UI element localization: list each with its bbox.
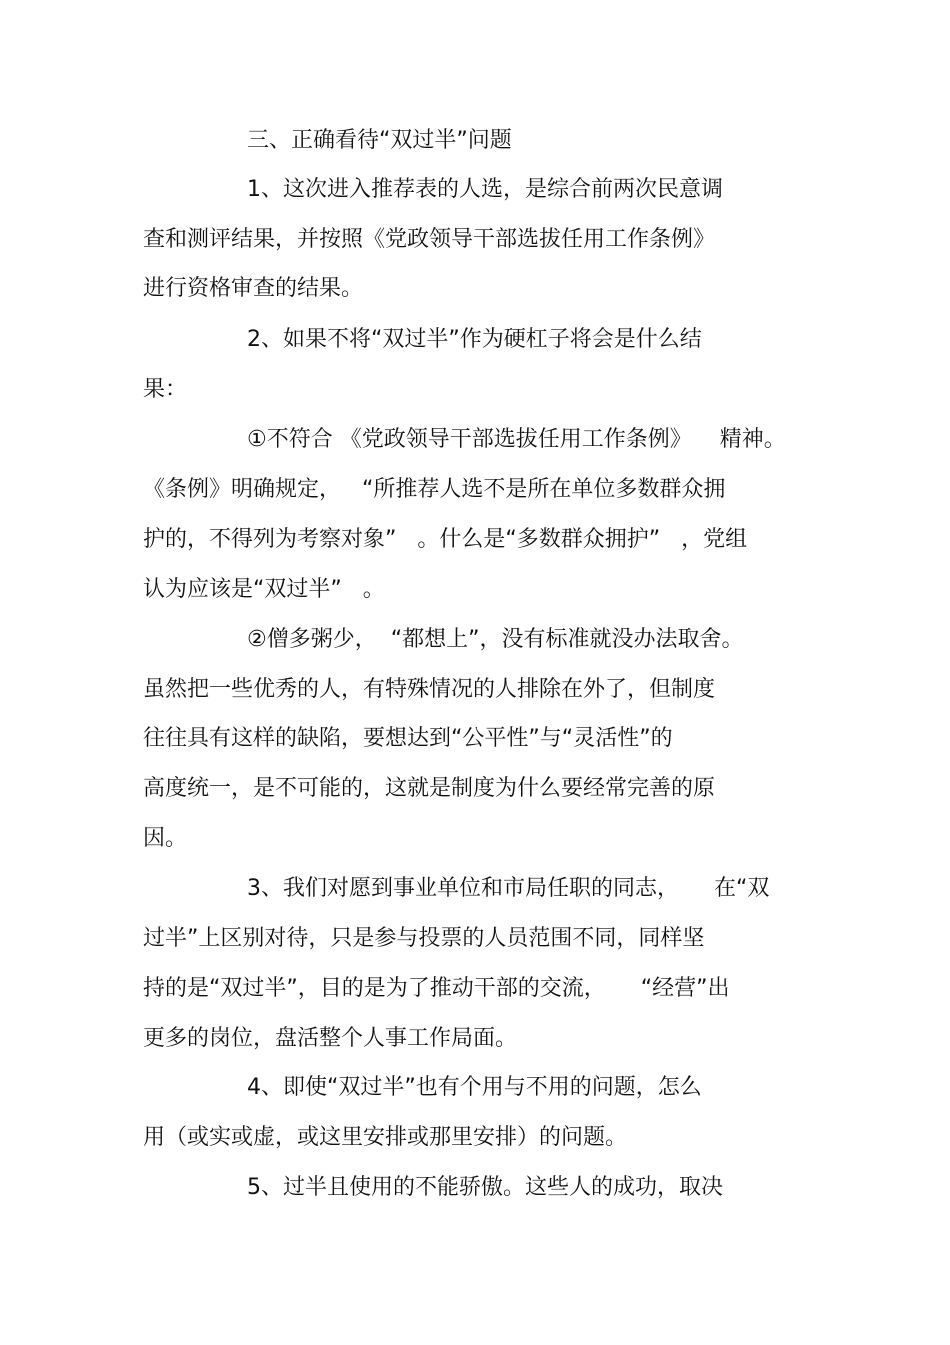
paragraph-line: 持的是“双过半”，目的是为了推动干部的交流， “经营”出	[143, 976, 730, 1001]
paragraph-line: 2、如果不将“双过半”作为硬杠子将会是什么结	[247, 327, 702, 352]
paragraph-line: 进行资格审查的结果。	[143, 276, 364, 301]
paragraph-line: ②僧多粥少， “都想上”，没有标准就没办法取舍。	[247, 627, 744, 652]
paragraph-line: ①不符合 《党政领导干部选拔任用工作条例》 精神。	[247, 427, 786, 452]
paragraph-line: 1、这次进入推荐表的人选，是综合前两次民意调	[247, 177, 723, 202]
paragraph-line: 认为应该是“双过半” 。	[143, 577, 385, 602]
section-heading: 三、正确看待“双过半”问题	[247, 128, 512, 153]
paragraph-line: 过半”上区别对待，只是参与投票的人员范围不同，同样坚	[143, 926, 705, 951]
paragraph-line: 虽然把一些优秀的人，有特殊情况的人排除在外了，但制度	[143, 677, 716, 702]
paragraph-line: 更多的岗位，盘活整个人事工作局面。	[143, 1026, 518, 1051]
paragraph-line: 高度统一，是不可能的，这就是制度为什么要经常完善的原	[143, 776, 716, 801]
paragraph-line: 《条例》明确规定， “所推荐人选不是所在单位多数群众拥	[143, 477, 726, 502]
paragraph-line: 往往具有这样的缺陷，要想达到“公平性”与“灵活性”的	[143, 726, 673, 751]
paragraph-line: 用（或实或虚，或这里安排或那里安排）的问题。	[143, 1125, 628, 1150]
paragraph-line: 3、我们对愿到事业单位和市局任职的同志， 在“双	[247, 876, 770, 901]
paragraph-line: 4、即使“双过半”也有个用与不用的问题，怎么	[247, 1075, 702, 1100]
paragraph-line: 护的，不得列为考察对象” 。什么是“多数群众拥护” ，党组	[143, 527, 748, 552]
paragraph-line: 因。	[143, 826, 188, 851]
paragraph-line: 查和测评结果，并按照《党政领导干部选拔任用工作条例》	[143, 227, 716, 252]
paragraph-line: 5、过半且使用的不能骄傲。这些人的成功，取决	[247, 1175, 723, 1200]
paragraph-line: 果：	[143, 377, 188, 402]
